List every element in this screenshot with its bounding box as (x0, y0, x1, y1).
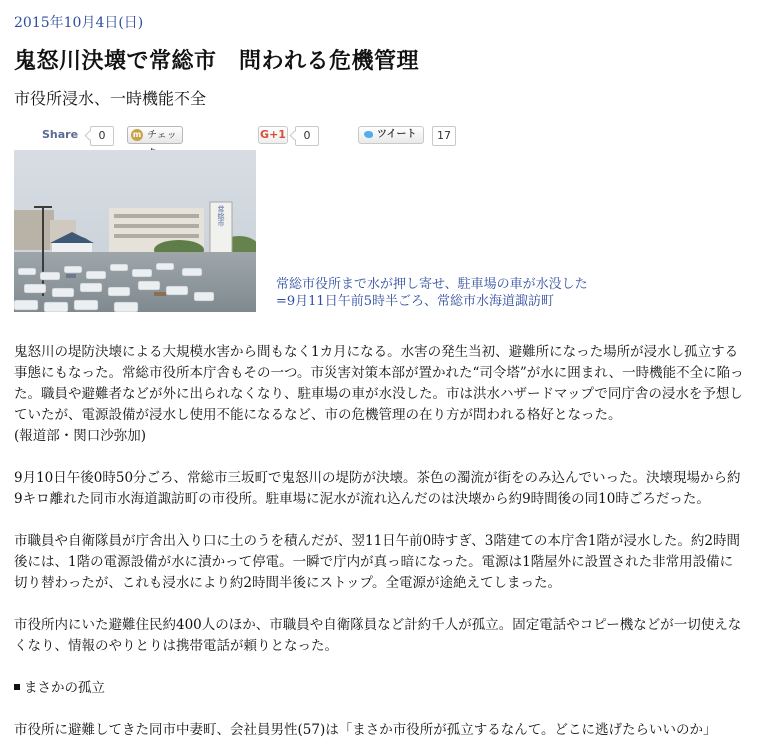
article-date: 2015年10月4日(日) (14, 15, 144, 31)
share-bar (14, 124, 454, 152)
mixi-icon: m (132, 130, 142, 139)
bullet-icon (14, 684, 20, 690)
mixi-check-button[interactable] (127, 126, 183, 144)
google-plus-button[interactable]: G+1 (258, 126, 288, 144)
svg-text:常総市: 常総市 (217, 205, 225, 227)
body-paragraph: 市職員や自衛隊員が庁舎出入り口に土のうを積んだが、翌11日午前0時すぎ、3階建ての本庁舎1階が浸水した。約2時間後には、1階の電源設備が水に漬かって停電。一瞬で庁内が真っ暗になった。電源は1階屋外に設置された非常用設備に切り替わったが、これも浸水により約2時間半後にストップ。全電源が途絶えてしまった。 (14, 533, 740, 591)
body-paragraph: 市役所内にいた避難住民約400人のほか、市職員や自衛隊員など計約千人が孤立。固定電話やコピー機などが一切使えなくなり、情報のやりとりは携帯電話が頼りとなった。 (14, 617, 742, 654)
body-paragraph: 9月10日午後0時50分ごろ、常総市三坂町で鬼怒川の堤防が決壊。茶色の濁流が街をのみ込んでいった。決壊現場から約9キロ離れた同市水海道諏訪町の市役所。駐車場に泥水が流れ込んだのは決壊から約9時間後の同10時ごろだった。 (14, 470, 741, 507)
flood-photo (14, 150, 256, 312)
twitter-bird-icon (364, 131, 373, 138)
author-credit: (報道部・関口沙弥加) (14, 428, 147, 444)
section-heading (14, 678, 746, 699)
mixi-check-label: チェッ (147, 130, 177, 141)
article-body (14, 342, 746, 741)
google-plus-count: 0 (295, 126, 319, 146)
tweet-button[interactable] (358, 126, 424, 144)
flooded-city-hall-photo (14, 150, 256, 312)
article-headline: 鬼怒川決壊で常総市 問われる危機管理 (14, 48, 420, 74)
body-paragraph: 市役所に避難してきた同市中妻町、会社員男性(57)は「まさか市役所が孤立するなんて。どこに逃げたらいいのか」 (14, 722, 717, 738)
tweet-count: 17 (432, 126, 456, 146)
facebook-share-count: 0 (90, 126, 114, 146)
article-subhead: 市役所浸水、一時機能不全 (14, 89, 207, 108)
facebook-share-button[interactable]: Share (42, 128, 79, 141)
tweet-label: ツイート (377, 129, 417, 140)
body-paragraph: 鬼怒川の堤防決壊による大規模水害から間もなく1カ月になる。水害の発生当初、避難所になった場所が浸水し孤立する事態にもなった。常総市役所本庁舎もその一つ。市災害対策本部が置かれた“司令塔”が水に囲まれ、一時機能不全に陥った。職員や避難者などが外に出られなくなり、駐車場の車が水没した。市は洪水ハザードマップで同庁舎の浸水を予想していたが、電源設備が浸水し使用不能になるなど、市の危機管理の在り方が問われる格好となった。 (14, 344, 744, 423)
section-heading-text: まさかの孤立 (24, 680, 105, 696)
photo-caption: 常総市役所まで水が押し寄せ、駐車場の車が水没した=9月11日午前5時半ごろ、常総市水海道諏訪町 (276, 277, 588, 309)
